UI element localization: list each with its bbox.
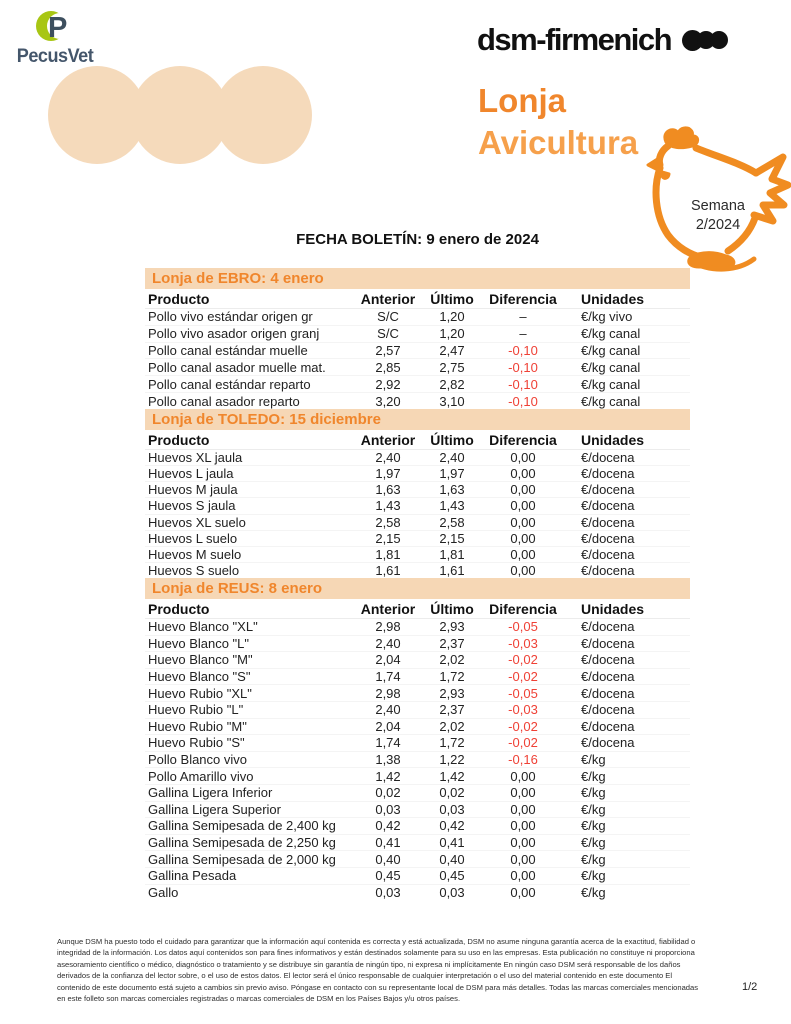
chicken-illustration — [644, 126, 791, 276]
unidades-value: €/kg canal — [581, 343, 641, 359]
unidades-value: €/kg — [581, 752, 606, 768]
table-row — [145, 685, 690, 702]
column-header: Diferencia — [489, 431, 557, 448]
unidades-value: €/kg — [581, 768, 606, 784]
diferencia-value: 0,00 — [510, 884, 536, 900]
product-name: Pollo canal asador muelle mat. — [148, 359, 326, 375]
ultimo-value: 1,20 — [439, 326, 465, 342]
diferencia-value: 0,00 — [510, 498, 536, 514]
week-badge-line1: Semana — [690, 198, 746, 214]
column-header: Anterior — [360, 600, 416, 617]
product-name: Huevos XL jaula — [148, 450, 243, 466]
product-name: Huevo Blanco "S" — [148, 669, 251, 685]
ultimo-value: 0,45 — [439, 868, 465, 884]
table-row — [145, 652, 690, 669]
anterior-value: S/C — [377, 326, 399, 342]
product-name: Huevos L suelo — [148, 530, 238, 546]
anterior-value: 2,85 — [375, 359, 401, 375]
ultimo-value: 0,40 — [439, 851, 465, 867]
ultimo-value: 0,02 — [439, 785, 465, 801]
diferencia-value: 0,00 — [510, 482, 536, 498]
diferencia-value: 0,00 — [510, 868, 536, 884]
column-header: Último — [430, 431, 474, 448]
table-row — [145, 450, 690, 466]
diferencia-value: 0,00 — [510, 546, 536, 562]
table-header-row — [145, 599, 690, 619]
product-name: Pollo canal asador reparto — [148, 393, 300, 409]
product-name: Pollo vivo estándar origen gr — [148, 309, 313, 325]
page-title — [478, 80, 638, 164]
product-name: Gallina Ligera Inferior — [148, 785, 273, 801]
product-name: Pollo vivo asador origen granj — [148, 326, 320, 342]
product-name: Huevo Rubio "L" — [148, 702, 244, 718]
column-header: Anterior — [360, 290, 416, 307]
unidades-value: €/docena — [581, 669, 635, 685]
section-title: Lonja de EBRO: 4 enero — [152, 270, 324, 287]
product-name: Gallina Pesada — [148, 868, 237, 884]
week-badge-line2: 2/2024 — [695, 217, 741, 233]
table-row — [145, 885, 690, 901]
page-title-line2: Avicultura — [478, 124, 639, 161]
product-name: Huevos S jaula — [148, 498, 236, 514]
table-row — [145, 818, 690, 835]
ultimo-value: 1,81 — [439, 546, 465, 562]
diferencia-value: 0,00 — [510, 785, 536, 801]
lonja-section — [145, 578, 690, 900]
table-header-row — [145, 289, 690, 309]
diferencia-value: -0,10 — [508, 376, 538, 392]
diferencia-value: 0,00 — [510, 835, 536, 851]
diferencia-value: -0,10 — [508, 343, 538, 359]
ultimo-value: 2,93 — [439, 619, 465, 635]
product-name: Pollo Blanco vivo — [148, 752, 247, 768]
anterior-value: 0,40 — [375, 851, 401, 867]
anterior-value: 0,03 — [375, 801, 401, 817]
unidades-value: €/docena — [581, 498, 635, 514]
product-name: Huevos L jaula — [148, 466, 234, 482]
diferencia-value: 0,00 — [510, 466, 536, 482]
dsm-dots-icon — [682, 30, 728, 51]
unidades-value: €/docena — [581, 482, 635, 498]
diferencia-value: 0,00 — [510, 450, 536, 466]
unidades-value: €/kg — [581, 818, 606, 834]
ultimo-value: 1,97 — [439, 466, 465, 482]
table-row — [145, 619, 690, 636]
unidades-value: €/kg canal — [581, 393, 641, 409]
column-header: Diferencia — [489, 600, 557, 617]
anterior-value: 2,40 — [375, 635, 401, 651]
ultimo-value: 2,82 — [439, 376, 465, 392]
ultimo-value: 0,41 — [439, 835, 465, 851]
unidades-value: €/kg — [581, 868, 606, 884]
ultimo-value: 2,75 — [439, 359, 465, 375]
diferencia-value: -0,02 — [508, 669, 538, 685]
column-header: Último — [430, 290, 474, 307]
anterior-value: 1,74 — [375, 735, 401, 751]
product-name: Gallina Ligera Superior — [148, 801, 281, 817]
table-row — [145, 669, 690, 686]
table-row — [145, 868, 690, 885]
diferencia-value: 0,00 — [510, 818, 536, 834]
diferencia-value: 0,00 — [510, 530, 536, 546]
column-header: Producto — [148, 600, 210, 617]
table-row — [145, 393, 690, 409]
unidades-value: €/kg canal — [581, 376, 641, 392]
unidades-value: €/docena — [581, 735, 635, 751]
anterior-value: 2,40 — [375, 450, 401, 466]
anterior-value: 2,98 — [375, 619, 401, 635]
product-name: Huevo Rubio "XL" — [148, 685, 252, 701]
anterior-value: 1,81 — [375, 546, 401, 562]
lonja-section — [145, 409, 690, 578]
diferencia-value: 0,00 — [510, 851, 536, 867]
table-row — [145, 376, 690, 393]
ultimo-value: 0,03 — [439, 884, 465, 900]
ultimo-value: 2,37 — [439, 702, 465, 718]
decorative-circle — [214, 66, 312, 164]
unidades-value: €/kg — [581, 785, 606, 801]
product-name: Huevos S suelo — [148, 562, 240, 578]
anterior-value: 2,98 — [375, 685, 401, 701]
unidades-value: €/docena — [581, 514, 635, 530]
table-row — [145, 802, 690, 819]
diferencia-value: – — [519, 326, 527, 342]
diferencia-value: -0,02 — [508, 652, 538, 668]
ultimo-value: 1,63 — [439, 482, 465, 498]
anterior-value: 1,61 — [375, 562, 401, 578]
unidades-value: €/kg — [581, 801, 606, 817]
unidades-value: €/docena — [581, 685, 635, 701]
column-header: Último — [430, 600, 474, 617]
diferencia-value: -0,02 — [508, 718, 538, 734]
table-body — [145, 450, 690, 578]
ultimo-value: 2,93 — [439, 685, 465, 701]
product-name: Gallina Semipesada de 2,000 kg — [148, 851, 336, 867]
diferencia-value: -0,05 — [508, 685, 538, 701]
diferencia-value: -0,10 — [508, 393, 538, 409]
anterior-value: 0,03 — [375, 884, 401, 900]
ultimo-value: 1,20 — [439, 309, 465, 325]
anterior-value: 2,57 — [375, 343, 401, 359]
anterior-value: 0,02 — [375, 785, 401, 801]
anterior-value: 1,38 — [375, 752, 401, 768]
unidades-value: €/kg canal — [581, 326, 641, 342]
diferencia-value: 0,00 — [510, 801, 536, 817]
table-row — [145, 359, 690, 376]
product-name: Pollo Amarillo vivo — [148, 768, 254, 784]
dsm-firmenich-logo — [477, 22, 728, 58]
page-number: 1/2 — [742, 981, 758, 993]
unidades-value: €/kg canal — [581, 359, 641, 375]
unidades-value: €/docena — [581, 450, 635, 466]
table-row — [145, 719, 690, 736]
diferencia-value: -0,03 — [508, 702, 538, 718]
ultimo-value: 1,61 — [439, 562, 465, 578]
table-row — [145, 309, 690, 326]
anterior-value: 2,15 — [375, 530, 401, 546]
ultimo-value: 2,47 — [439, 343, 465, 359]
ultimo-value: 1,72 — [439, 735, 465, 751]
column-header: Producto — [148, 431, 210, 448]
column-header: Anterior — [360, 431, 416, 448]
unidades-value: €/kg — [581, 851, 606, 867]
ultimo-value: 2,40 — [439, 450, 465, 466]
table-row — [145, 531, 690, 547]
product-name: Huevo Rubio "M" — [148, 718, 247, 734]
anterior-value: 2,92 — [375, 376, 401, 392]
pecusvet-logo — [13, 6, 97, 68]
lonja-section — [145, 268, 690, 409]
ultimo-value: 2,37 — [439, 635, 465, 651]
product-name: Huevos M suelo — [148, 546, 242, 562]
diferencia-value: – — [519, 309, 527, 325]
page-title-line1: Lonja — [478, 82, 566, 119]
anterior-value: 0,45 — [375, 868, 401, 884]
product-name: Gallo — [148, 884, 179, 900]
ultimo-value: 3,10 — [439, 393, 465, 409]
table-body — [145, 619, 690, 900]
pecusvet-logo-icon — [35, 6, 75, 46]
column-header: Diferencia — [489, 290, 557, 307]
anterior-value: 2,40 — [375, 702, 401, 718]
anterior-value: 2,58 — [375, 514, 401, 530]
unidades-value: €/docena — [581, 530, 635, 546]
unidades-value: €/docena — [581, 562, 635, 578]
unidades-value: €/docena — [581, 466, 635, 482]
table-row — [145, 326, 690, 343]
table-row — [145, 752, 690, 769]
section-banner — [145, 409, 690, 430]
column-header: Unidades — [581, 431, 645, 448]
product-name: Huevos M jaula — [148, 482, 238, 498]
ultimo-value: 2,15 — [439, 530, 465, 546]
table-row — [145, 636, 690, 653]
ultimo-value: 2,02 — [439, 652, 465, 668]
unidades-value: €/docena — [581, 702, 635, 718]
section-title: Lonja de REUS: 8 enero — [152, 580, 323, 597]
anterior-value: 0,42 — [375, 818, 401, 834]
diferencia-value: -0,05 — [508, 619, 538, 635]
table-row — [145, 851, 690, 868]
anterior-value: 3,20 — [375, 393, 401, 409]
table-row — [145, 785, 690, 802]
diferencia-value: 0,00 — [510, 768, 536, 784]
ultimo-value: 1,43 — [439, 498, 465, 514]
anterior-value: 1,74 — [375, 669, 401, 685]
svg-text:P: P — [48, 12, 68, 44]
table-row — [145, 547, 690, 563]
diferencia-value: -0,03 — [508, 635, 538, 651]
ultimo-value: 2,58 — [439, 514, 465, 530]
ultimo-value: 0,42 — [439, 818, 465, 834]
diferencia-value: -0,02 — [508, 735, 538, 751]
unidades-value: €/kg vivo — [581, 309, 633, 325]
column-header: Unidades — [581, 290, 645, 307]
anterior-value: 2,04 — [375, 718, 401, 734]
dsm-firmenich-logo-text: dsm-firmenich — [477, 22, 672, 57]
ultimo-value: 2,02 — [439, 718, 465, 734]
section-title: Lonja de TOLEDO: 15 diciembre — [152, 411, 381, 428]
product-name: Huevo Blanco "L" — [148, 635, 250, 651]
table-row — [145, 563, 690, 578]
anterior-value: 1,97 — [375, 466, 401, 482]
diferencia-value: -0,10 — [508, 359, 538, 375]
bulletin-date: FECHA BOLETÍN: 9 enero de 2024 — [296, 231, 539, 248]
section-banner — [145, 578, 690, 599]
product-name: Gallina Semipesada de 2,250 kg — [148, 835, 336, 851]
anterior-value: 1,43 — [375, 498, 401, 514]
pecusvet-logo-text: PecusVet — [16, 46, 94, 67]
anterior-value: 0,41 — [375, 835, 401, 851]
section-banner — [145, 268, 690, 289]
product-name: Huevo Blanco "M" — [148, 652, 253, 668]
product-name: Gallina Semipesada de 2,400 kg — [148, 818, 336, 834]
anterior-value: 2,04 — [375, 652, 401, 668]
ultimo-value: 1,72 — [439, 669, 465, 685]
footer-disclaimer: Aunque DSM ha puesto todo el cuidado para garantizar que la información aquí contenida es correcta y está actualizada, DSM no asume ninguna garantía acerca de la exactitud, fiabilidad o integridad de la información. Los datos aquí contenidos son para fines informativos y están destinados solamente para su uso en las empresas. Esta publicación no constituye ni proporciona asesoramiento científico o médico, diagnóstico o tratamiento y se distribuye sin garantía de ningún tipo, ni expresa ni implícitamente En ningún caso DSM será responsable de los daños derivados de la confianza del lector sobre, o el uso de estos datos. El lector será el único responsable de cualquier interpretación o el uso del material contenido en este documento El contenido de este documento está sujeto a cambios sin previo aviso. Póngase en contacto con su representante local de DSM para más detalles. Todas las marcas comerciales mencionadas en este folleto son marcas comerciales registradas o marcas comerciales de DSM en los Países Bajos y/u otros países. — [57, 937, 699, 1003]
unidades-value: €/docena — [581, 718, 635, 734]
table-row — [145, 466, 690, 482]
product-name: Pollo canal estándar reparto — [148, 376, 311, 392]
table-body — [145, 309, 690, 409]
diferencia-value: -0,16 — [508, 752, 538, 768]
ultimo-value: 0,03 — [439, 801, 465, 817]
column-header: Unidades — [581, 600, 645, 617]
chicken-icon — [644, 126, 791, 276]
anterior-value: 1,42 — [375, 768, 401, 784]
ultimo-value: 1,22 — [439, 752, 465, 768]
anterior-value: 1,63 — [375, 482, 401, 498]
unidades-value: €/kg — [581, 835, 606, 851]
unidades-value: €/docena — [581, 635, 635, 651]
diferencia-value: 0,00 — [510, 562, 536, 578]
unidades-value: €/docena — [581, 619, 635, 635]
column-header: Producto — [148, 290, 210, 307]
product-name: Huevo Rubio "S" — [148, 735, 245, 751]
table-header-row — [145, 430, 690, 450]
table-row — [145, 343, 690, 360]
unidades-value: €/docena — [581, 652, 635, 668]
table-row — [145, 702, 690, 719]
ultimo-value: 1,42 — [439, 768, 465, 784]
table-row — [145, 515, 690, 531]
product-name: Huevo Blanco "XL" — [148, 619, 258, 635]
table-row — [145, 482, 690, 498]
table-row — [145, 498, 690, 514]
table-row — [145, 835, 690, 852]
diferencia-value: 0,00 — [510, 514, 536, 530]
table-row — [145, 735, 690, 752]
anterior-value: S/C — [377, 309, 399, 325]
product-name: Huevos XL suelo — [148, 514, 246, 530]
unidades-value: €/docena — [581, 546, 635, 562]
unidades-value: €/kg — [581, 884, 606, 900]
product-name: Pollo canal estándar muelle — [148, 343, 308, 359]
table-row — [145, 768, 690, 785]
